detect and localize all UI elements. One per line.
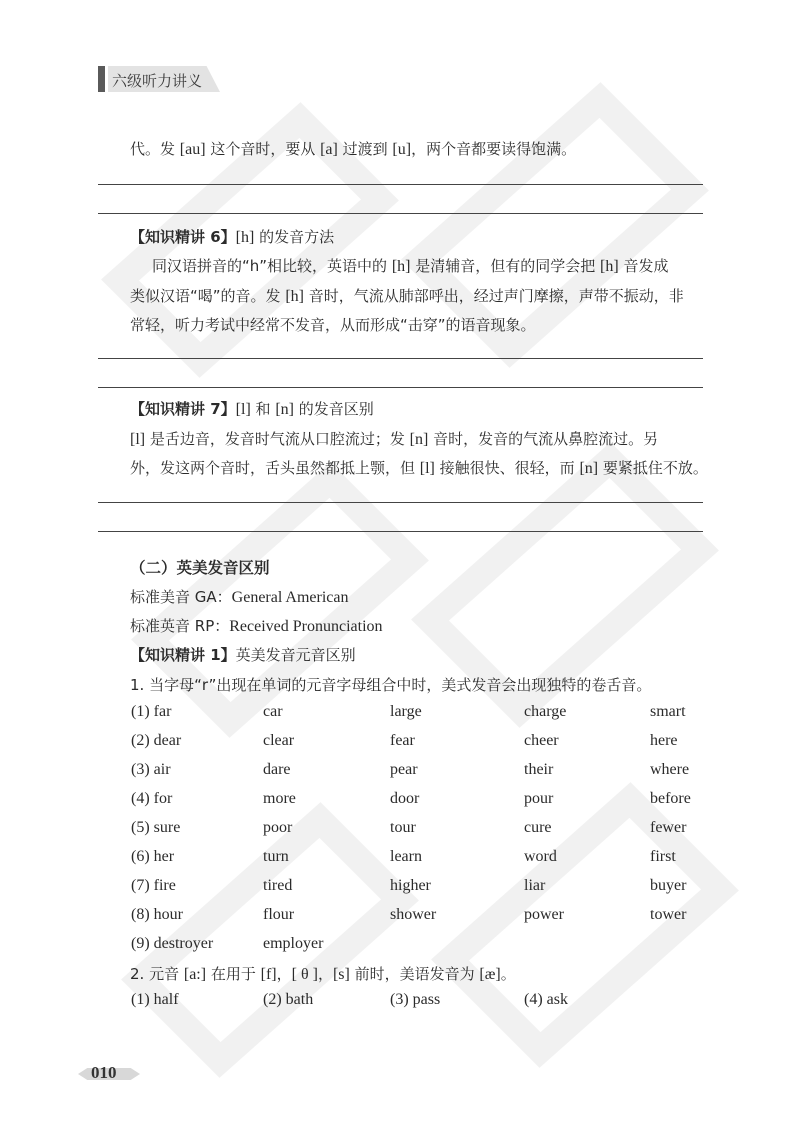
word-cell: (5) sure [131,819,181,836]
word-cell: before [650,790,691,807]
word-cell: cure [524,819,552,836]
word-cell: fewer [650,819,687,836]
word-cell: (8) hour [131,906,183,923]
word-cell: (1) far [131,703,172,720]
rule-2: 2. 元音 [a:] 在用于 [f]，[ θ ]，[s] 前时，美语发音为 [æ]。 [130,965,516,983]
rule-2-word: (4) ask [524,991,568,1008]
note-line [98,387,703,388]
word-cell: pour [524,790,554,807]
word-cell: tour [390,819,416,836]
word-cell: charge [524,703,567,720]
word-cell: more [263,790,296,807]
word-cell: employer [263,935,324,952]
page-number-badge [78,1062,140,1086]
word-cell: turn [263,848,289,865]
word-cell: higher [390,877,431,894]
word-cell: clear [263,732,295,749]
k1-heading: 【知识精讲 1】英美发音元音区别 [130,646,356,664]
word-cell: poor [263,819,293,836]
word-cell: word [524,848,557,865]
word-cell: learn [390,848,422,865]
word-cell: car [263,703,283,720]
word-cell: their [524,761,554,778]
word-cell: fear [390,732,415,749]
intro-line: 代。发 [au] 这个音时，要从 [a] 过渡到 [u]，两个音都要读得饱满。 [130,140,577,158]
word-cell: (3) air [131,761,171,778]
word-cell: dare [263,761,291,778]
note-line [98,531,703,532]
k6-paragraph-line-1: 同汉语拼音的“h”相比较，英语中的 [h] 是清辅音，但有的同学会把 [h] 音发成 [152,257,669,275]
word-cell: smart [650,703,686,720]
word-cell: where [650,761,690,778]
word-cell: tower [650,906,687,923]
word-cell: (9) destroyer [131,935,214,952]
note-line [98,358,703,359]
note-line [98,213,703,214]
k6-paragraph-line-2: 类似汉语“喝”的音。发 [h] 音时，气流从肺部呼出，经过声门摩擦，声带不振动，非 [130,287,684,305]
section-title: （二）英美发音区别 [130,559,270,577]
k7-heading: 【知识精讲 7】[l] 和 [n] 的发音区别 [130,400,374,418]
rule-1: 1. 当字母“r”出现在单词的元音字母组合中时，美式发音会出现独特的卷舌音。 [130,676,652,694]
header-title: 六级听力讲义 [112,72,203,90]
k6-heading: 【知识精讲 6】[h] 的发音方法 [130,228,335,246]
word-cell: large [390,703,422,720]
header-accent-bar [98,66,105,92]
word-cell: cheer [524,732,559,749]
word-cell: door [390,790,420,807]
word-cell: liar [524,877,546,894]
word-cell: (7) fire [131,877,176,894]
word-cell: first [650,848,676,865]
k6-paragraph-line-3: 常轻，听力考试中经常不发音，从而形成“击穿”的语音现象。 [130,316,536,334]
word-cell: (6) her [131,848,175,865]
rule-2-word: (1) half [131,991,179,1008]
rule-2-word: (2) bath [263,991,314,1008]
rule-2-word: (3) pass [390,991,441,1008]
k7-paragraph-line-2: 外，发这两个音时，舌头虽然都抵上颚，但 [l] 接触很快、很轻，而 [n] 要紧抵住不放。 [130,459,708,477]
word-cell: pear [390,761,418,778]
word-cell: (4) for [131,790,173,807]
word-cell: flour [263,906,295,923]
word-cell: power [524,906,564,923]
k7-paragraph-line-1: [l] 是舌边音，发音时气流从口腔流过；发 [n] 音时，发音的气流从鼻腔流过。另 [130,430,659,448]
ga-line: 标准美音 GA：General American [130,588,349,606]
word-cell: (2) dear [131,732,182,749]
page-number: 010 [91,1063,117,1082]
rp-line: 标准英音 RP：Received Pronunciation [130,617,383,635]
note-line [98,184,703,185]
word-cell: tired [263,877,293,894]
word-cell: here [650,732,678,749]
note-line [98,502,703,503]
word-cell: shower [390,906,437,923]
word-cell: buyer [650,877,687,894]
